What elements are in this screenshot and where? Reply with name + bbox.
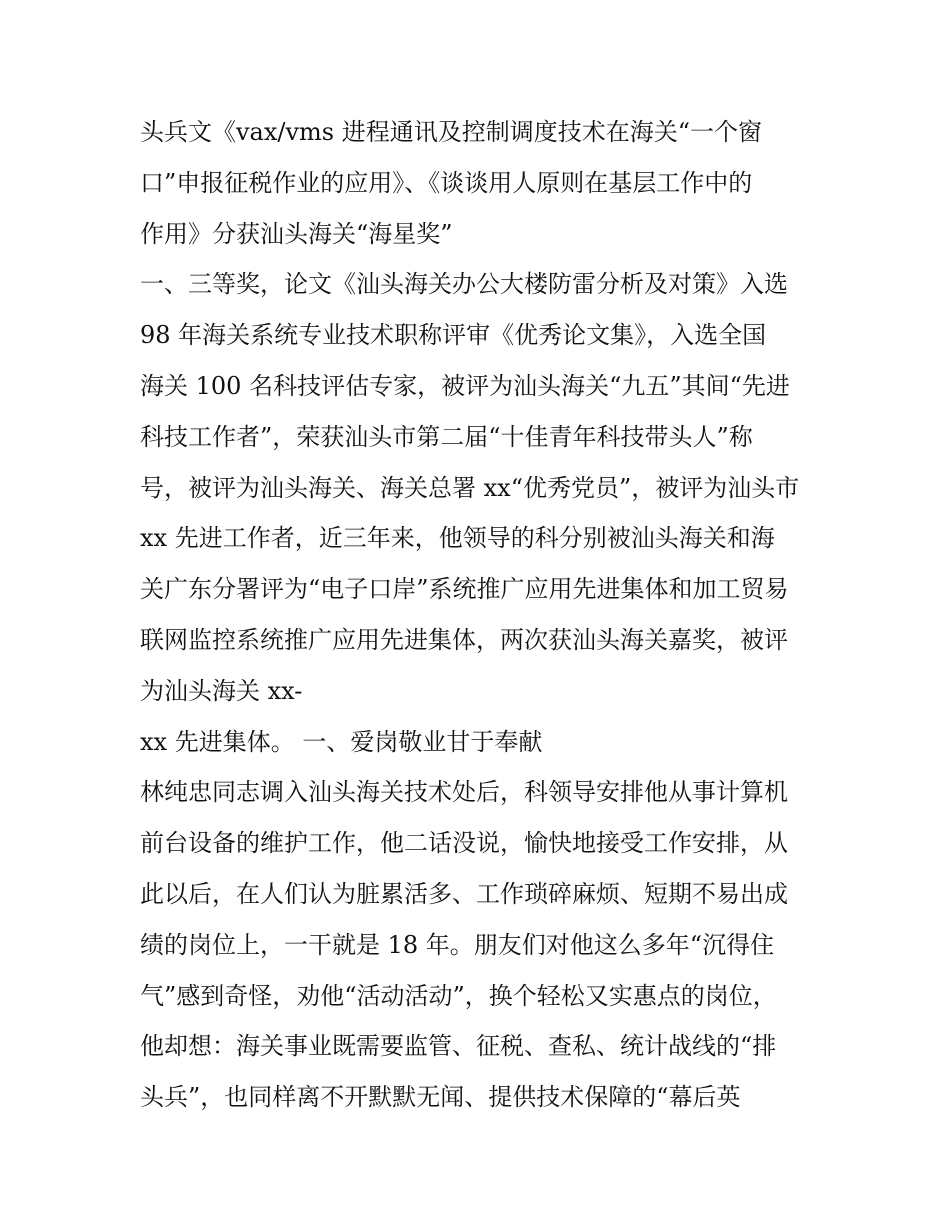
text-line: 他却想：海关事业既需要监管、征税、查私、统计战线的“排 [140, 1032, 777, 1061]
text-line: 林纯忠同志调入汕头海关技术处后，科领导安排他从事计算机 [140, 778, 788, 807]
text-line: xx 先进集体。 一、爱岗敬业甘于奉献 [140, 727, 543, 756]
text-line: 气”感到奇怪，劝他“活动活动”，换个轻松又实惠点的岗位， [140, 981, 777, 1010]
body-text [140, 107, 830, 1123]
text-line: 作用》分获汕头海关“海星奖” [140, 219, 453, 248]
text-line: 科技工作者”，荣获汕头市第二届“十佳青年科技带头人”称 [140, 422, 753, 451]
text-line: 口”申报征税作业的应用》、《谈谈用人原则在基层工作中的 [140, 168, 753, 197]
text-line: 一、三等奖，论文《汕头海关办公大楼防雷分析及对策》入选 [140, 270, 788, 299]
text-line: 绩的岗位上，一干就是 18 年。朋友们对他这么多年“沉得住 [140, 930, 775, 959]
text-line: 头兵”，也同样离不开默默无闻、提供技术保障的“幕后英 [140, 1083, 741, 1112]
text-line: 号，被评为汕头海关、海关总署 xx“优秀党员”，被评为汕头市 [140, 473, 800, 502]
text-line: 头兵文《vax/vms 进程通讯及控制调度技术在海关“一个窗 [140, 118, 763, 146]
text-line: 98 年海关系统专业技术职称评审《优秀论文集》，入选全国 [140, 321, 767, 350]
text-line: 此以后，在人们认为脏累活多、工作琐碎麻烦、短期不易出成 [140, 879, 788, 908]
text-line: 为汕头海关 xx- [140, 676, 303, 705]
text-line: 前台设备的维护工作，他二话没说，愉快地接受工作安排，从 [140, 829, 788, 858]
text-line: xx 先进工作者，近三年来，他领导的科分别被汕头海关和海 [140, 524, 775, 553]
text-line: 联网监控系统推广应用先进集体，两次获汕头海关嘉奖，被评 [140, 625, 788, 654]
text-line: 海关 100 名科技评估专家，被评为汕头海关“九五”其间“先进 [140, 371, 790, 400]
text-line: 关广东分署评为“电子口岸”系统推广应用先进集体和加工贸易 [140, 575, 789, 604]
